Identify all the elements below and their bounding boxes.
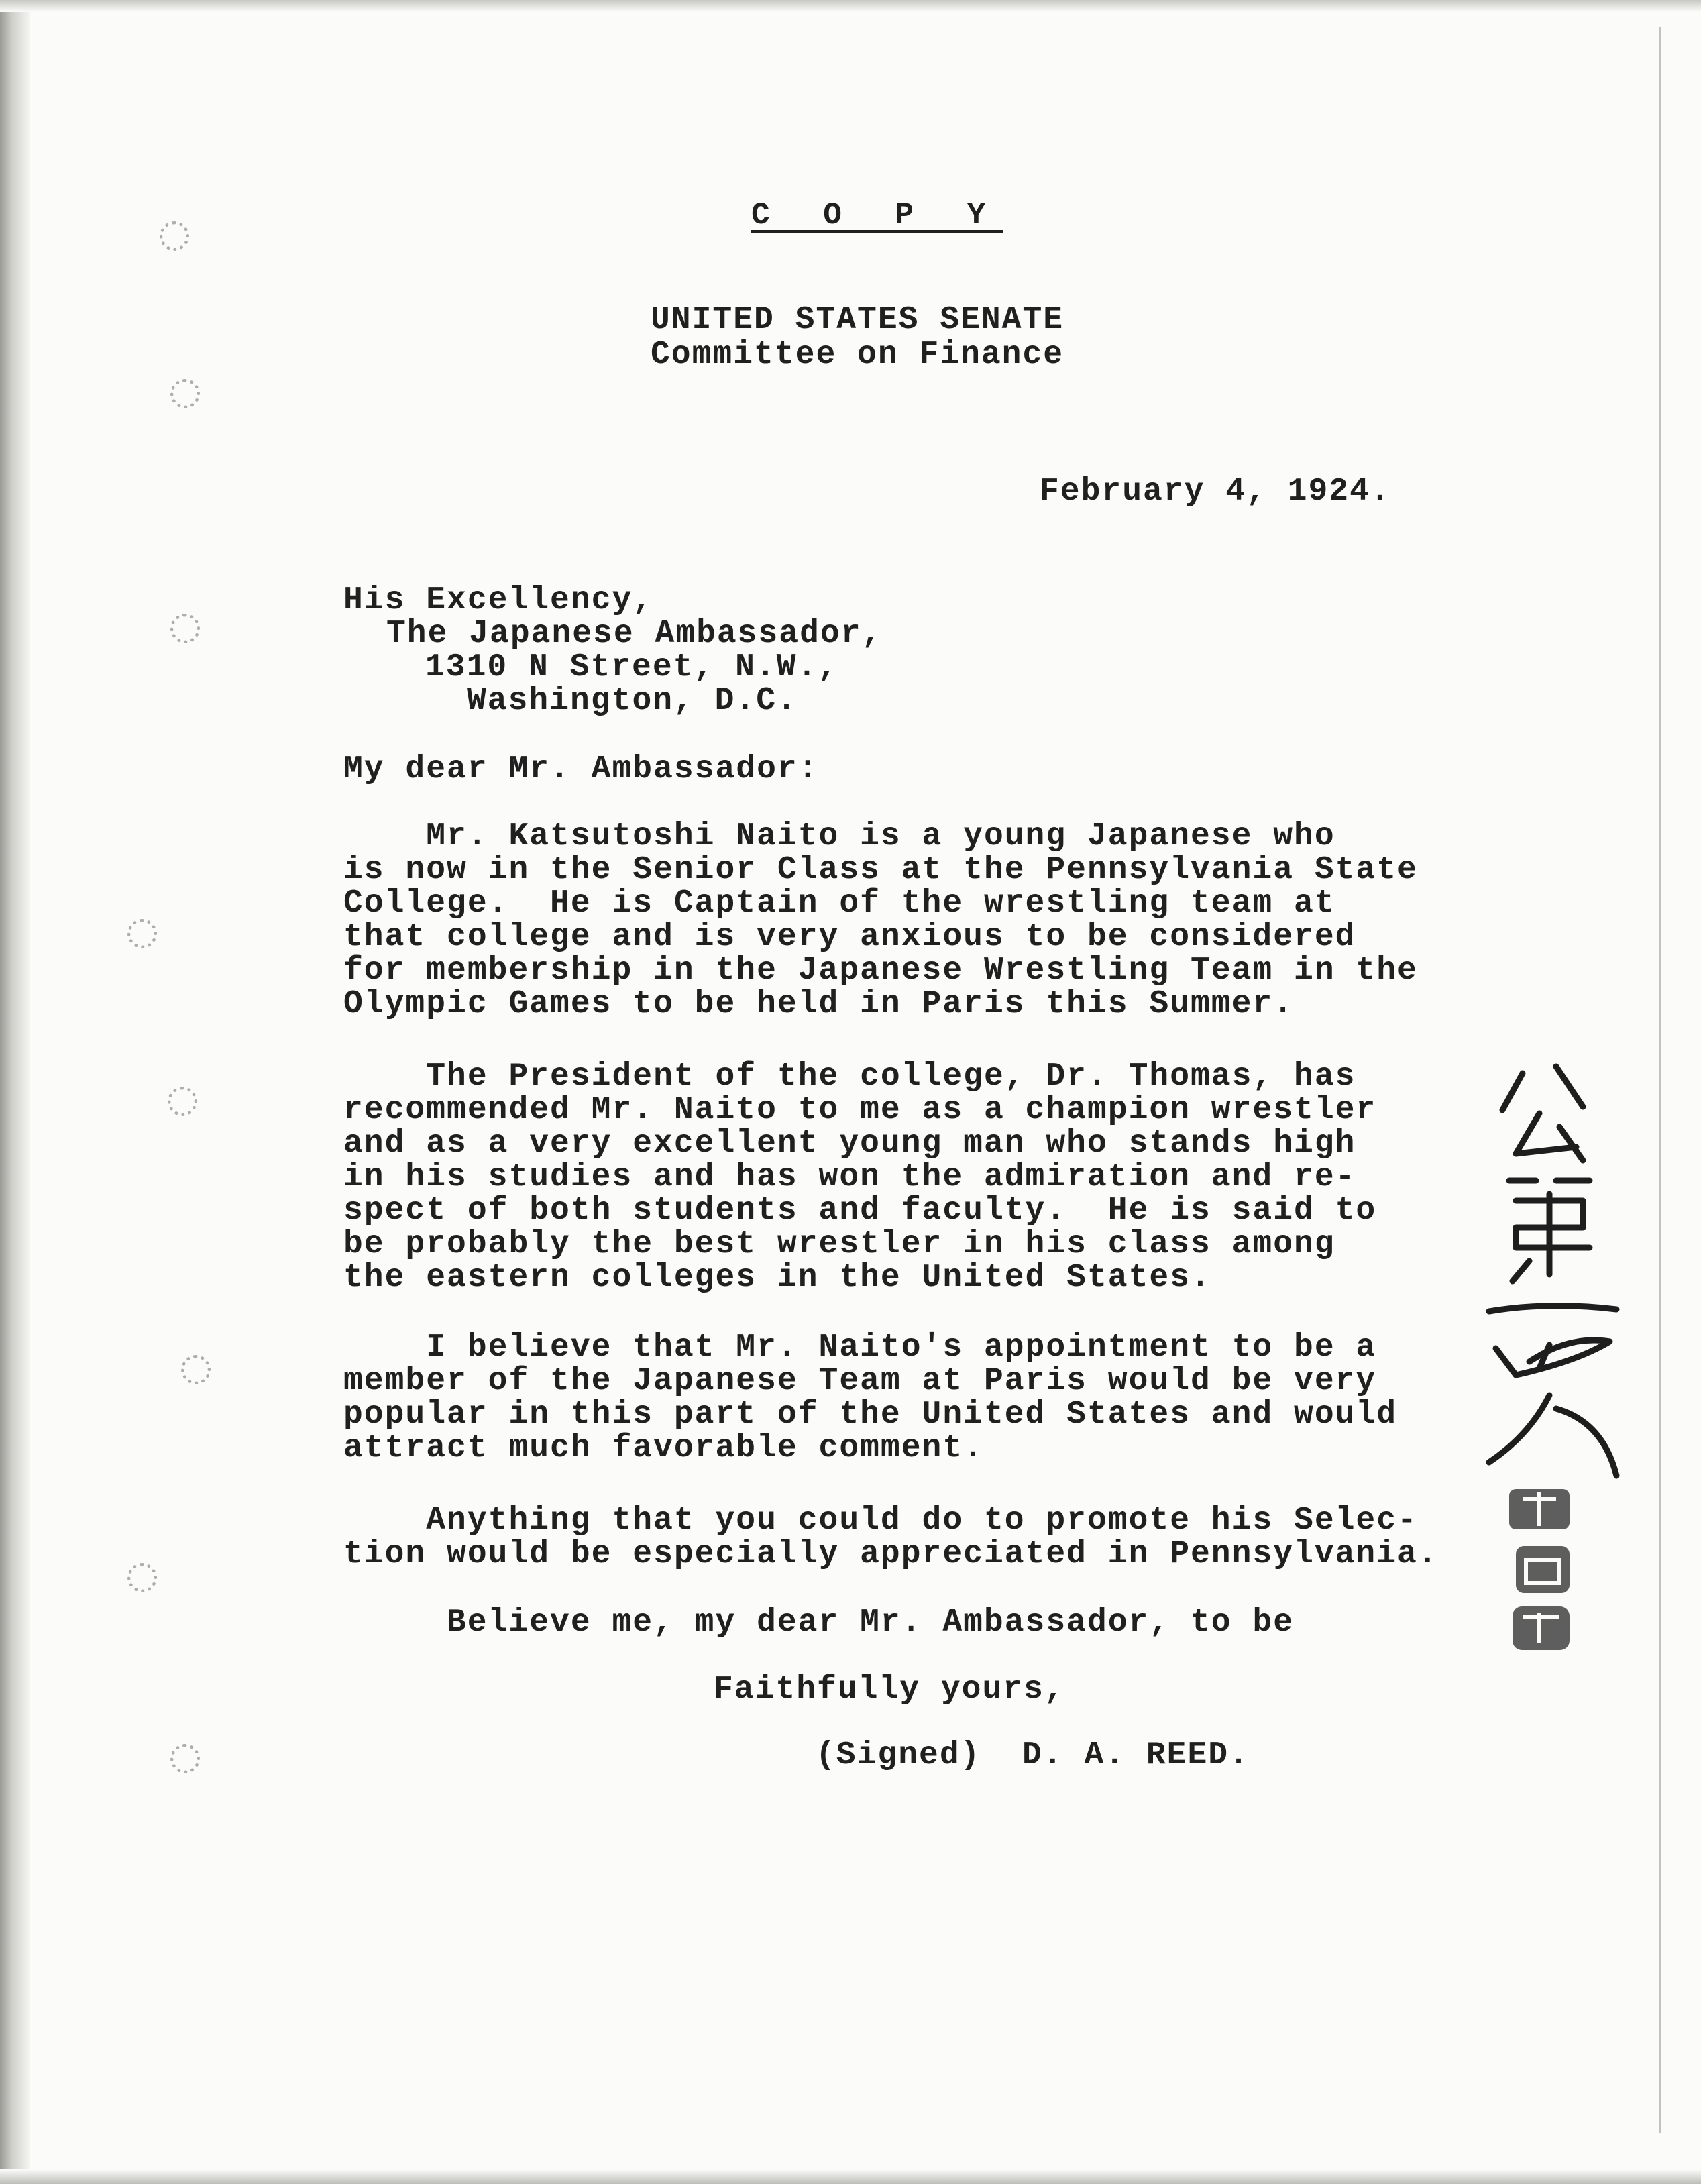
paragraph-line: attract much favorable comment. [343, 1430, 984, 1466]
body-paragraph-2 [343, 1060, 1376, 1295]
body-paragraph-1 [343, 820, 1418, 1021]
letter-date: February 4, 1924. [1040, 474, 1391, 510]
closing-line: Believe me, my dear Mr. Ambassador, to be [447, 1604, 1294, 1641]
body-paragraph-3 [343, 1331, 1397, 1465]
paragraph-line: the eastern colleges in the United States. [343, 1260, 1211, 1296]
body-paragraph-4 [343, 1504, 1439, 1571]
letterhead-committee: Committee on Finance [651, 337, 1064, 373]
letterhead-institution: UNITED STATES SENATE [651, 302, 1064, 338]
salutation: My dear Mr. Ambassador: [343, 751, 819, 787]
page-right-edge-line [1659, 27, 1661, 2133]
paragraph-line: and as a very excellent young man who stands high [343, 1126, 1356, 1162]
paragraph-line: College. He is Captain of the wrestling team at [343, 885, 1335, 922]
handwritten-japanese-annotation [1476, 1046, 1637, 1663]
paragraph-line: is now in the Senior Class at the Pennsylvania State [343, 852, 1418, 888]
page-bottom-edge-shadow [0, 2169, 1701, 2184]
address-line-3: 1310 N Street, N.W., [425, 649, 839, 686]
binding-hole-mark [170, 614, 200, 643]
binding-hole-mark [168, 1087, 197, 1116]
binding-hole-mark [181, 1355, 211, 1384]
paragraph-line: spect of both students and faculty. He is said to [343, 1193, 1377, 1229]
binding-hole-mark [170, 379, 200, 408]
signature-line: (Signed) D. A. REED. [816, 1737, 1250, 1773]
copy-heading: C O P Y [751, 198, 1003, 233]
paragraph-line: I believe that Mr. Naito's appointment to be a [343, 1329, 1377, 1366]
paragraph-line: tion would be especially appreciated in Pennsylvania. [343, 1536, 1439, 1572]
binding-hole-mark [127, 919, 157, 948]
paragraph-line: in his studies and has won the admiration and re- [343, 1159, 1356, 1195]
address-line-2: The Japanese Ambassador, [386, 616, 883, 652]
paragraph-line: Olympic Games to be held in Paris this Summer. [343, 986, 1295, 1022]
page-top-edge-shadow [0, 0, 1701, 12]
paragraph-line: for membership in the Japanese Wrestling Team in the [343, 952, 1418, 989]
paragraph-line: recommended Mr. Naito to me as a champion wrestler [343, 1092, 1377, 1128]
address-line-4: Washington, D.C. [467, 683, 798, 719]
paragraph-line: member of the Japanese Team at Paris would be very [343, 1363, 1377, 1399]
binding-hole-mark [127, 1563, 157, 1592]
paragraph-line: The President of the college, Dr. Thomas, has [343, 1058, 1356, 1095]
binding-hole-mark [170, 1744, 200, 1773]
binding-hole-mark [160, 221, 189, 251]
paragraph-line: Mr. Katsutoshi Naito is a young Japanese who [343, 818, 1335, 855]
paragraph-line: Anything that you could do to promote his Selec- [343, 1503, 1418, 1539]
paragraph-line: that college and is very anxious to be considered [343, 919, 1356, 955]
valediction: Faithfully yours, [714, 1672, 1065, 1708]
paragraph-line: be probably the best wrestler in his class among [343, 1226, 1335, 1262]
page-left-edge-shadow [0, 0, 30, 2184]
address-line-1: His Excellency, [343, 582, 654, 618]
paragraph-line: popular in this part of the United States and would [343, 1397, 1398, 1433]
